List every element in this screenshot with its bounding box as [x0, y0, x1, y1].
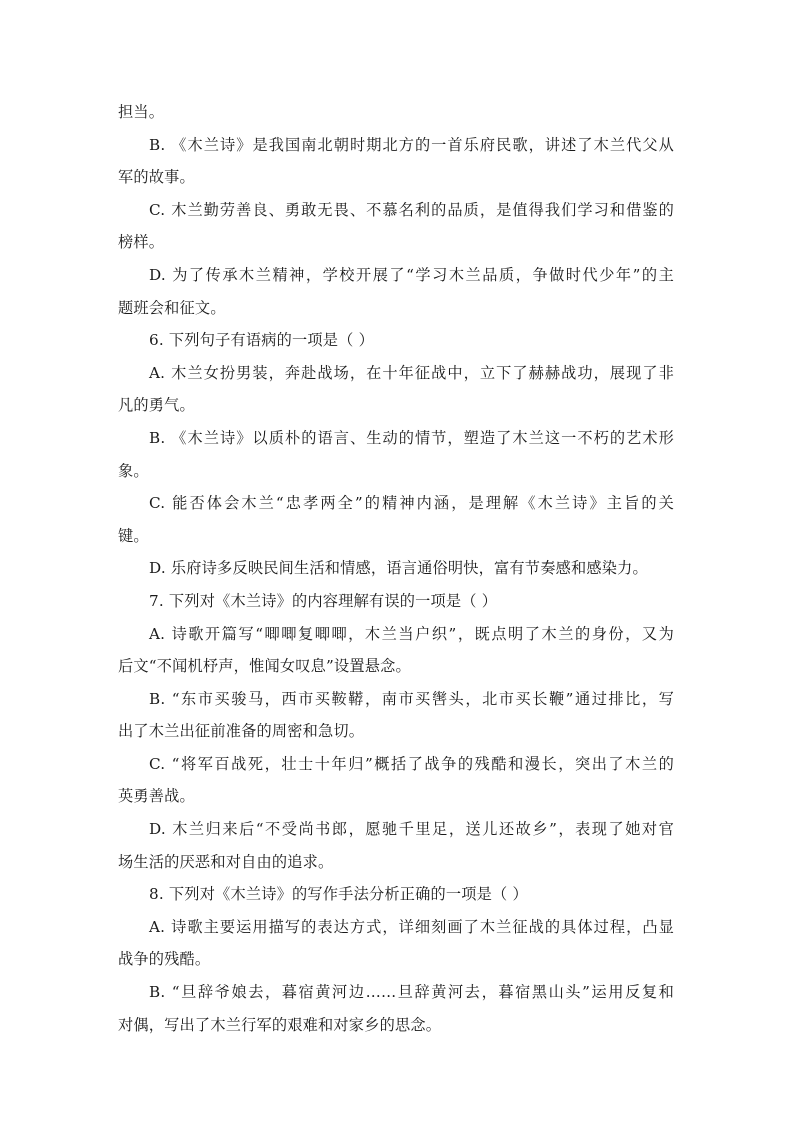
- text-line: 象。: [118, 461, 149, 480]
- text-line: 题班会和征文。: [118, 298, 226, 317]
- text-line: 后文“不闻机杼声，惟闻女叹息”设置悬念。: [118, 657, 411, 676]
- text-line: B. 《木兰诗》是我国南北朝时期北方的一首乐府民歌，讲述了木兰代父从: [149, 135, 674, 154]
- text-line: C. “将军百战死，壮士十年归”概括了战争的残酷和漫长，突出了木兰的: [149, 754, 674, 773]
- text-line: D. 为了传承木兰精神，学校开展了“学习木兰品质，争做时代少年”的主: [149, 265, 674, 284]
- text-line: 7. 下列对《木兰诗》的内容理解有误的一项是（ ）: [149, 591, 498, 610]
- text-line: A. 诗歌开篇写“唧唧复唧唧，木兰当户织”，既点明了木兰的身份，又为: [149, 624, 674, 643]
- text-line: B. 《木兰诗》以质朴的语言、生动的情节，塑造了木兰这一不朽的艺术形: [149, 428, 674, 447]
- text-line: 场生活的厌恶和对自由的追求。: [118, 852, 334, 871]
- text-line: 凡的勇气。: [118, 396, 195, 415]
- text-line: 英勇善战。: [118, 787, 195, 806]
- text-line: D. 乐府诗多反映民间生活和情感，语言通俗明快，富有节奏感和感染力。: [149, 559, 648, 578]
- text-line: 键。: [118, 526, 149, 545]
- text-line: D. 木兰归来后“不受尚书郎，愿驰千里足，送儿还故乡”，表现了她对官: [149, 820, 674, 839]
- text-line: A. 诗歌主要运用描写的表达方式，详细刻画了木兰征战的具体过程，凸显: [149, 917, 674, 936]
- text-line: B. “东市买骏马，西市买鞍鞯，南市买辔头，北市买长鞭”通过排比，写: [149, 689, 674, 708]
- text-line: 担当。: [118, 103, 165, 121]
- text-line: 战争的残酷。: [118, 950, 211, 969]
- text-line: 8. 下列对《木兰诗》的写作手法分析正确的一项是（ ）: [149, 885, 528, 904]
- text-line: 6. 下列句子有语病的一项是（ ）: [149, 331, 374, 350]
- text-line: 军的故事。: [118, 168, 195, 187]
- text-line: C. 能否体会木兰“忠孝两全”的精神内涵，是理解《木兰诗》主旨的关: [149, 494, 674, 513]
- text-line: 榜样。: [118, 233, 165, 252]
- text-line: 出了木兰出征前准备的周密和急切。: [118, 722, 365, 741]
- document-body: [118, 96, 674, 1041]
- text-line: A. 木兰女扮男装，奔赴战场，在十年征战中，立下了赫赫战功，展现了非: [149, 363, 674, 382]
- text-line: 对偶，写出了木兰行军的艰难和对家乡的思念。: [118, 1015, 442, 1034]
- text-line: C. 木兰勤劳善良、勇敢无畏、不慕名利的品质，是值得我们学习和借鉴的: [149, 200, 674, 219]
- text-line: B. “旦辞爷娘去，暮宿黄河边……旦辞黄河去，暮宿黑山头”运用反复和: [149, 983, 674, 1002]
